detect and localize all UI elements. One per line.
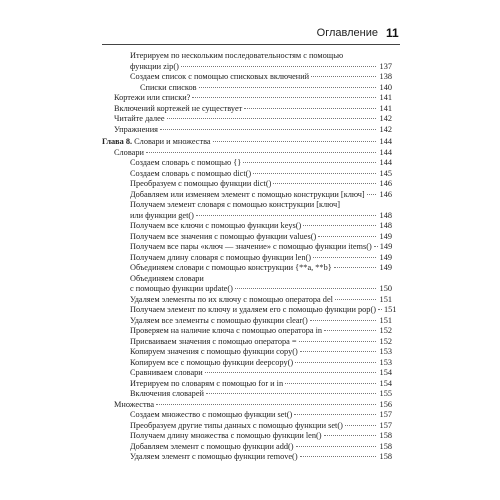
dot-leader [243,162,376,163]
toc-entry-page: 150 [379,284,392,293]
header-title: Оглавление [316,27,378,39]
dot-leader [310,320,376,321]
toc-entry-title: Присваиваем значения с помощью оператора = [130,336,297,346]
toc-entry-title: Множества [114,399,155,409]
toc-entry[interactable] [0,358,500,369]
toc-entry-title: Объединяем словари с помощью конструкции {**a, **b} [130,263,332,272]
dot-leader [160,129,376,130]
dot-leader [253,173,376,174]
toc-entry[interactable] [0,125,500,136]
toc-entry-title: функции zip() [130,61,179,71]
toc-entry-page: 158 [379,452,392,461]
header-page-number: 11 [386,26,399,40]
toc-entry[interactable] [0,347,500,358]
toc-entry-title: Получаем длину словаря с помощью функции len() [130,252,312,262]
dot-leader [311,76,376,77]
dot-leader [374,246,378,247]
header-rule [102,44,400,45]
toc-entry-page: 154 [379,378,392,388]
toc-entry-title: Создаем множество с помощью функции set() [130,410,293,419]
toc-entry-title: Кортежи или списки? [114,93,191,102]
toc-entry-title: Читайте далее [114,114,165,123]
toc-entry-title: Включений кортежей не существует [114,103,243,113]
toc-entry-title: Получаем длину множества с помощью функции len() [130,431,322,440]
chapter-label: Глава 8. [102,137,133,146]
dot-leader [273,183,376,184]
toc-entry[interactable] [0,316,500,327]
dot-leader [244,108,376,109]
toc-entry[interactable] [0,72,500,83]
dot-leader [334,267,376,268]
dot-leader [313,257,376,258]
toc-entry-page: 146 [379,179,392,188]
toc-entry-title: Глава 8. Словари и множества [102,137,211,146]
dot-leader [205,372,376,373]
toc-entry-page: 149 [379,263,392,272]
toc-entry[interactable] [0,368,500,379]
toc-entry-page: 145 [379,168,392,178]
toc-entry-page: 157 [379,410,392,419]
toc-entry-page: 154 [379,368,392,377]
toc-entry-page: 153 [379,357,392,367]
toc-entry-page: 151 [383,305,397,314]
toc-entry-title: Проверяем на наличие ключа с помощью оператора in [130,326,323,335]
toc-entry-page: 152 [379,326,392,335]
toc-entry-title: Удаляем элемент с помощью функции remove() [130,452,298,461]
toc-entry-title: Итерируем по словарям с помощью for и in [130,378,284,388]
toc-entry-page: 156 [379,399,392,409]
running-header [0,27,500,41]
toc-entry-title-line: Объединяем словари [130,273,204,283]
toc-entry-page: 158 [379,431,392,440]
toc-entry-title: Удаляем все элементы с помощью функции clear() [130,315,308,325]
dot-leader [345,425,376,426]
toc-entry[interactable] [0,442,500,453]
toc-entry-title: Включения словарей [130,389,204,398]
dot-leader [181,66,376,67]
dot-leader [156,404,376,405]
toc-entry[interactable] [0,148,500,159]
toc-entry-title: Получаем все пары «ключ — значение» с помощью функции items() [130,242,372,251]
dot-leader [192,97,376,98]
toc-entry-page: 141 [379,93,392,102]
toc-entry-page: 144 [379,137,392,146]
toc-entry[interactable] [0,158,500,169]
toc-entry-title: Копируем значения с помощью функции copy() [130,347,298,356]
toc-entry-page: 138 [379,72,392,81]
toc-entry[interactable] [0,51,500,72]
toc-entry[interactable] [0,169,500,180]
toc-entry-page: 149 [379,231,392,241]
toc-entry-title: Добавляем или изменяем элемент с помощью конструкции [ключ] [130,189,365,199]
toc-entry-title: Получаем все ключи с помощью функции keys() [130,221,302,230]
toc-entry[interactable] [0,83,500,94]
dot-leader [378,309,382,310]
toc-entry-page: 146 [379,189,392,199]
toc-entry-page: 137 [379,61,392,71]
toc-entry-title: Создаем словарь с помощью dict() [130,168,252,178]
toc-entry[interactable] [0,179,500,190]
toc-entry[interactable] [0,337,500,348]
toc-entry[interactable] [0,421,500,432]
toc-entry[interactable] [0,114,500,125]
toc-entry[interactable] [0,221,500,232]
dot-leader [235,288,376,289]
dot-leader [367,194,376,195]
dot-leader [295,362,376,363]
toc-entry-page: 148 [379,221,392,230]
dot-leader [196,215,376,216]
toc-entry-page: 157 [379,420,392,430]
dot-leader [324,435,376,436]
toc-entry-title: Упражнения [114,124,158,134]
toc-entry-title: Добавляем элемент с помощью функции add() [130,441,294,451]
toc-entry-title: Создаем список с помощью списковых включений [130,72,310,81]
toc-entry-page: 158 [379,441,392,451]
dot-leader [300,456,376,457]
dot-leader [300,351,376,352]
toc-entry[interactable] [0,379,500,390]
dot-leader [296,446,376,447]
toc-entry-page: 142 [379,114,392,123]
toc-entry-page: 141 [379,103,392,113]
toc-entry[interactable] [0,232,500,243]
toc-entry-title: Создаем словарь с помощью {} [130,158,242,167]
toc-entry-title: Получаем все значения с помощью функции values() [130,231,317,241]
dot-leader [167,118,376,119]
toc-entry-page: 149 [379,242,393,251]
toc-entry-title-line: Итерируем по нескольким последовательностям с помощью [130,51,344,60]
toc-entry-title: или функции get() [130,210,194,220]
toc-entry-title: Получаем элемент по ключу и удаляем его с помощью функции pop() [130,305,376,314]
toc-entry[interactable] [0,326,500,337]
toc-entry[interactable] [0,295,500,306]
toc-entry[interactable] [0,200,500,221]
toc-entry-title: Преобразуем с помощью функции dict() [130,179,272,188]
toc-entry[interactable] [0,253,500,264]
toc-entry[interactable] [0,400,500,411]
dot-leader [199,87,376,88]
toc-entry-page: 144 [379,158,392,167]
toc-entry[interactable] [0,104,500,115]
toc-entry-page: 142 [379,124,392,134]
toc-entry[interactable] [0,137,500,148]
toc-entry-page: 151 [379,294,392,304]
toc-entry-page: 140 [379,82,392,92]
toc-entry-title-line: Получаем элемент словаря с помощью конструкции [ключ] [130,200,340,209]
dot-leader [285,383,376,384]
dot-leader [206,393,376,394]
toc-entry-page: 149 [379,252,392,262]
dot-leader [146,152,376,153]
toc-entry-title: Словари [114,147,144,157]
toc-entry[interactable] [0,242,500,253]
toc-entry-page: 151 [379,315,392,325]
toc-entry-title: Преобразуем другие типы данных с помощью функции set() [130,420,343,430]
dot-leader [318,236,376,237]
toc-entry[interactable] [0,305,500,316]
toc-entry-page: 144 [379,147,392,157]
toc-entry-title: Сравниваем словари [130,368,203,377]
toc-entry[interactable] [0,190,500,201]
dot-leader [335,299,376,300]
toc-entry[interactable] [0,410,500,421]
toc-entry-page: 148 [379,210,392,220]
toc-entry-page: 152 [379,336,392,346]
toc-entry[interactable] [0,263,500,274]
toc-entry-page: 153 [379,347,392,356]
dot-leader [294,414,376,415]
toc-entry-title: Списки списков [140,82,197,92]
dot-leader [213,141,376,142]
dot-leader [299,341,376,342]
toc-entry[interactable] [0,431,500,442]
dot-leader [303,225,376,226]
toc-entry[interactable] [0,389,500,400]
toc-entry-page: 155 [379,389,392,398]
dot-leader [324,330,376,331]
toc-entry[interactable] [0,274,500,295]
toc-entry-title: Копируем все с помощью функции deepcopy() [130,357,294,367]
toc-entry-title: Удаляем элементы по их ключу с помощью оператора del [130,294,333,304]
toc-entry-title: с помощью функции update() [130,284,233,293]
toc-entry[interactable] [0,93,500,104]
toc-entry[interactable] [0,452,500,463]
